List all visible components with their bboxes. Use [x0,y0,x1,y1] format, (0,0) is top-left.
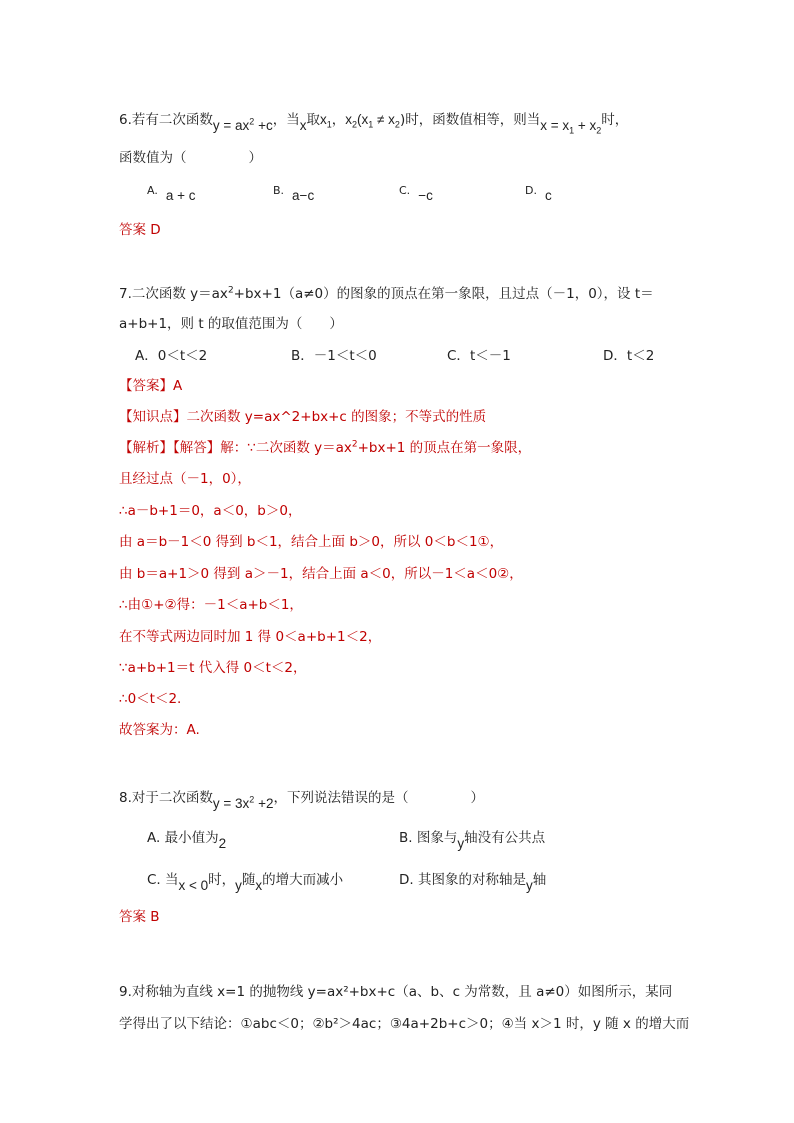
q7-analysis-first: 【解析】【解答】解：∵二次函数 $y=ax^2+bx+1$ 的顶点在第一象限， [119,439,532,456]
q7-knowledge: 【知识点】二次函数 y=ax^2+bx+c 的图象；不等式的性质 [119,409,487,425]
q8-option-c[interactable]: C. 当x < 0时，y随x的增大而减小 [147,872,344,893]
q6-answer: 答案 D [119,222,161,238]
q6-option-a[interactable]: $^{A.}$ a + c [147,184,196,203]
q7-analysis-line: 在不等式两边同时加 1 得 0＜a+b+1＜2， [119,629,382,645]
q7-option-a[interactable]: A．0＜t＜2 [135,348,208,364]
q8-answer: 答案 B [119,909,160,925]
q6-stem-line2: 函数值为（ ） [119,150,262,166]
q7-stem-line2: a+b+1，则 t 的取值范围为（ ） [119,316,343,332]
q7-analysis-line: 故答案为：A. [119,722,200,738]
q6-option-c[interactable]: $^{C.}$ −c [399,184,433,203]
q7-analysis-line: 由 b＝a+1＞0 得到 a＞－1，结合上面 a＜0，所以－1＜a＜0②， [119,566,523,582]
q9-stem-line2: 学得出了以下结论：①abc＜0；②b²＞4ac；③4a+2b+c＞0；④当 x＞1 时，y 随 x 的增大而 [119,1016,690,1032]
q7-analysis-line: 由 a＝b－1＜0 得到 b＜1，结合上面 b＞0，所以 0＜b＜1①， [119,534,504,550]
q7-analysis-line: ∴a－b+1＝0，a＜0，b＞0， [119,503,302,519]
q7-analysis-line: ∵a+b+1＝t 代入得 0＜t＜2， [119,660,307,676]
q7-analysis-line: ∴由①+②得：－1＜a+b＜1， [119,597,303,613]
q7-option-b[interactable]: B．－1＜t＜0 [291,348,377,364]
q7-stem-line1: 7.二次函数 $y=ax^2+bx+1(a\ne 0)$的图象的顶点在第一象限，且过点（－1，0），设 t＝ [119,285,654,302]
q7-answer: 【答案】A [119,378,183,394]
q9-stem-line1: 9.对称轴为直线 x=1 的抛物线 y=ax²+bx+c（a、b、c 为常数，且 a≠0）如图所示，某同 [119,984,673,1000]
q7-option-c[interactable]: C．t＜－1 [447,348,511,364]
q8-stem: 8.对于二次函数$y = 3x^2 +2$，下列说法错误的是（ ） [119,790,484,811]
q6-stem-line1: 6.若有二次函数$y = ax^2 +c$，当x取$x_1$，$x_2(x_1 \ne x_2)$时，函数值相等，则当$x = x_1 + x_2$时， [119,112,629,136]
q6-option-d[interactable]: $^{D.}$ c [525,184,552,203]
q7-analysis-line: ∴0＜t＜2. [119,691,182,707]
q7-option-d[interactable]: D．t＜2 [603,348,655,364]
q7-analysis-line: 且经过点（－1，0）， [119,471,251,487]
q6-option-b[interactable]: $^{B.}$ a−c [273,184,315,203]
q8-option-a[interactable]: A. 最小值为2 [147,830,227,851]
q8-option-d[interactable]: D. 其图象的对称轴是y轴 [399,872,547,893]
q8-option-b[interactable]: B. 图象与y轴没有公共点 [399,830,546,851]
